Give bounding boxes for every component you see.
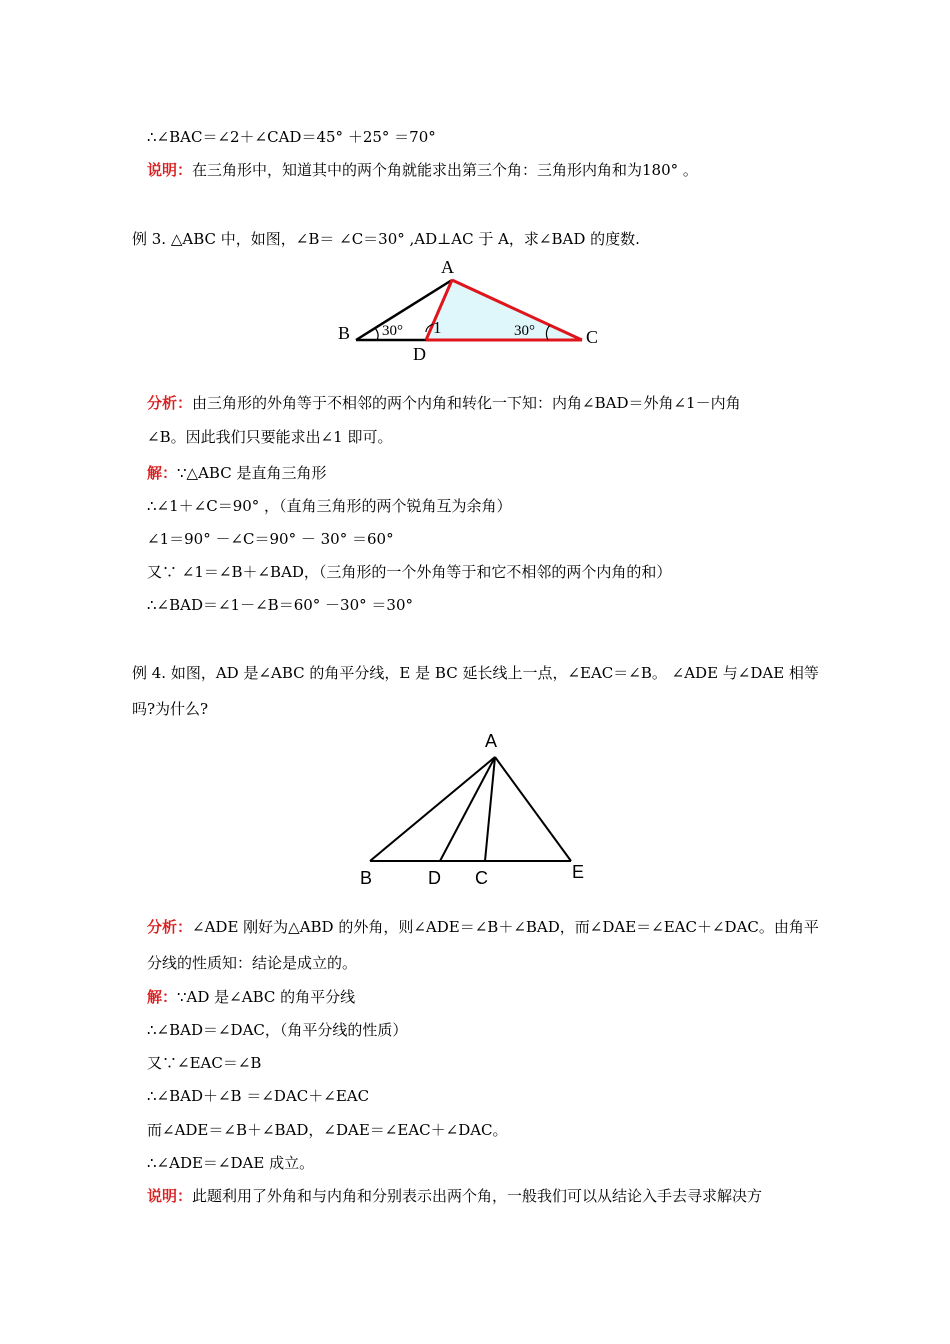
example3-solution-line4: 又∵ ∠1＝∠B＋∠BAD，（三角形的一个外角等于和它不相邻的两个内角的和） (147, 563, 672, 581)
line-ab (370, 757, 495, 861)
label-d: D (428, 868, 441, 888)
line-ae (495, 757, 571, 861)
label-b: B (360, 868, 373, 888)
example3-solution-line3: ∠1＝90° －∠C＝90° － 30° ＝60° (147, 530, 394, 548)
solution-label: 解： (147, 464, 178, 482)
note-label: 说明： (147, 161, 193, 179)
note-text: 在三角形中，知道其中的两个角就能求出第三个角：三角形内角和为180° 。 (192, 161, 698, 179)
analysis-text: 由三角形的外角等于不相邻的两个内角和转化一下知：内角∠BAD＝外角∠1－内角 (192, 394, 741, 412)
example4-question-line1: 例 4. 如图，AD 是∠ABC 的角平分线，E 是 BC 延长线上一点，∠EAC＝∠B。 ∠ADE 与∠DAE 相等 (132, 664, 819, 682)
label-b: B (338, 323, 351, 343)
solution-text: ∵△ABC 是直角三角形 (177, 464, 327, 482)
example4-solution-line1 (147, 987, 355, 1007)
example3-solution-line2: ∴∠1＋∠C＝90° ，（直角三角形的两个锐角互为余角） (147, 497, 512, 515)
example3-solution-line5: ∴∠BAD＝∠1－∠B＝60° －30° ＝30° (147, 596, 413, 614)
angle-arc-b (375, 328, 378, 340)
angle-b-label: 30° (382, 323, 403, 339)
angle-c-label: 30° (514, 323, 535, 339)
angle-1-label: 1 (433, 318, 442, 337)
example4-analysis-line2: 分线的性质知：结论是成立的。 (147, 954, 358, 972)
example4-triangle-figure (352, 727, 602, 892)
note-label: 说明： (147, 1187, 193, 1205)
example3-solution-line1 (147, 463, 326, 483)
example4-solution-line4: ∴∠BAD＋∠B ＝∠DAC＋∠EAC (147, 1087, 370, 1105)
example4-solution-line5: 而∠ADE＝∠B＋∠BAD，∠DAE＝∠EAC＋∠DAC。 (147, 1121, 508, 1139)
example4-note (147, 1186, 762, 1206)
solution-label: 解： (147, 988, 178, 1006)
example4-solution-line2: ∴∠BAD＝∠DAC，（角平分线的性质） (147, 1021, 408, 1039)
analysis-label: 分析： (147, 394, 193, 412)
example4-solution-line3: 又∵∠EAC＝∠B (147, 1054, 262, 1072)
example3-analysis-line1 (147, 393, 741, 413)
label-d: D (413, 344, 426, 364)
label-e: E (572, 862, 585, 882)
note-text: 此题利用了外角和与内角和分别表示出两个角，一般我们可以从结论入手去寻求解决方 (192, 1187, 763, 1205)
label-a: A (485, 731, 498, 751)
solution-text: ∵AD 是∠ABC 的角平分线 (177, 988, 356, 1006)
example3-question: 例 3. △ABC 中，如图，∠B＝ ∠C＝30° ,AD⊥AC 于 A，求∠BAD 的度数. (132, 230, 640, 248)
note-paragraph (147, 160, 698, 180)
label-a: A (441, 257, 454, 277)
label-c: C (586, 327, 599, 347)
equation-line: ∴∠BAC＝∠2＋∠CAD＝45° ＋25° ＝70° (147, 128, 436, 146)
label-c: C (475, 868, 488, 888)
analysis-text: ∠ADE 刚好为△ABD 的外角，则∠ADE＝∠B＋∠BAD，而∠DAE＝∠EAC＋∠DAC。由角平 (192, 918, 819, 936)
example4-analysis-line1 (147, 917, 819, 937)
example3-analysis-line2: ∠B。因此我们只要能求出∠1 即可。 (147, 428, 393, 446)
example4-question-line2: 吗?为什么? (132, 700, 209, 718)
example4-solution-line6: ∴∠ADE＝∠DAE 成立。 (147, 1154, 315, 1172)
analysis-label: 分析： (147, 918, 193, 936)
example3-triangle-figure (330, 255, 610, 367)
